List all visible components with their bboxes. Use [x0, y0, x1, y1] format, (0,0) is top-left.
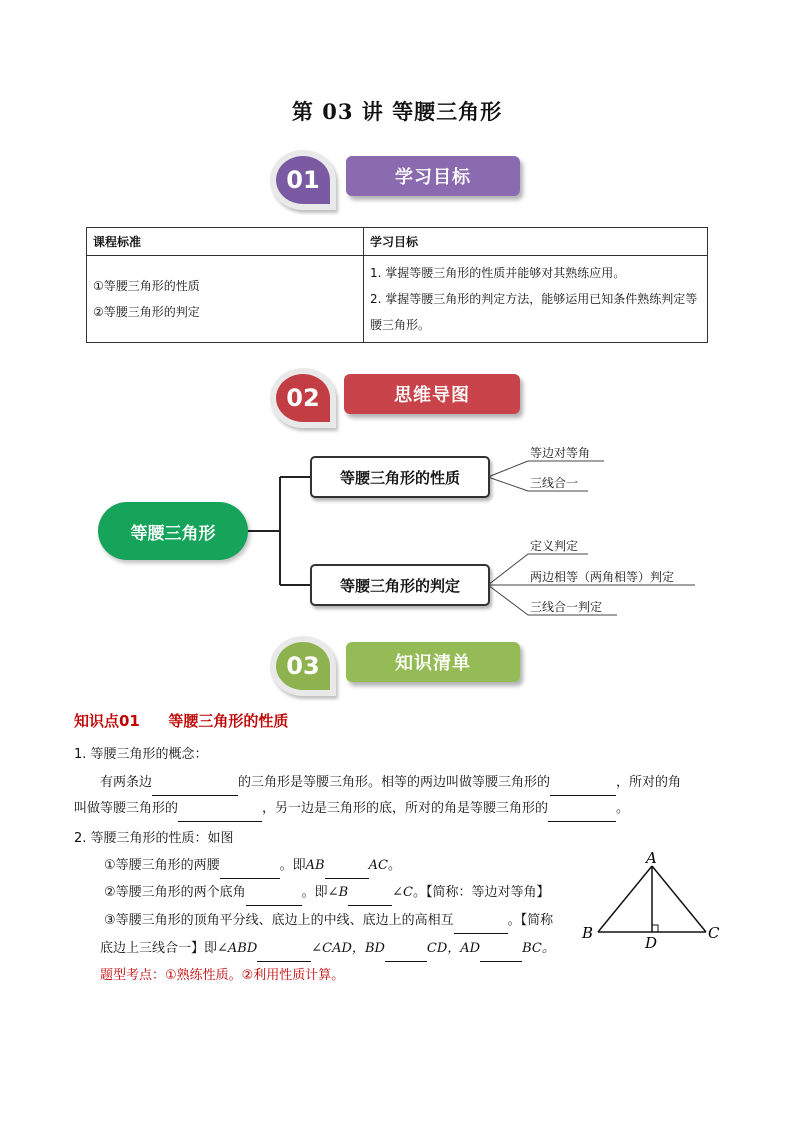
- property-text: 。即: [301, 885, 328, 900]
- property-item-3: [104, 908, 553, 934]
- property-text: 。【简称：等边对等角】: [412, 885, 550, 900]
- answer-blank[interactable]: [348, 889, 392, 906]
- properties-label: 2. 等腰三角形的性质：如图: [74, 831, 234, 846]
- goals-header-standard: 课程标准: [87, 228, 364, 256]
- math-text: AB: [305, 858, 325, 873]
- property-text: ②等腰三角形的两个底角: [104, 885, 246, 900]
- concept-text: ，另一边是三角形的底，所对的角是等腰三角形的: [262, 801, 549, 816]
- section-01-number: 01: [276, 156, 330, 204]
- concept-paragraph: [74, 770, 734, 822]
- mindmap-leaf: 定义判定: [530, 539, 579, 553]
- knowledge-heading-title: 等腰三角形的性质: [168, 712, 289, 730]
- answer-blank[interactable]: [152, 779, 238, 796]
- concept-text: 的三角形是等腰三角形。相等的两边叫做等腰三角形的: [238, 775, 551, 790]
- answer-blank[interactable]: [246, 889, 302, 906]
- answer-blank[interactable]: [257, 945, 311, 962]
- concept-text: 叫做等腰三角形的: [74, 801, 179, 816]
- answer-blank[interactable]: [454, 917, 508, 934]
- goals-standards-cell: [87, 256, 364, 343]
- section-01-label: 学习目标: [346, 156, 520, 196]
- answer-blank[interactable]: [385, 945, 427, 962]
- answer-blank[interactable]: [220, 862, 280, 879]
- vertex-label-a: A: [646, 849, 657, 867]
- goals-header-target: 学习目标: [364, 228, 708, 256]
- vertex-label-b: B: [582, 924, 594, 942]
- mindmap-leaf: 三线合一: [530, 476, 579, 490]
- standard-item: ①等腰三角形的性质: [93, 279, 200, 293]
- standard-item: ②等腰三角形的判定: [93, 305, 200, 319]
- mindmap-leaf: 三线合一判定: [530, 600, 603, 614]
- math-text: AC: [368, 858, 388, 873]
- mindmap-leaf: 两边相等（两角相等）判定: [530, 570, 675, 584]
- property-text: 底边上三线合一】即: [100, 941, 218, 956]
- target-item: 2. 掌握等腰三角形的判定方法，能够运用已知条件熟练判定等腰三角形。: [370, 292, 698, 332]
- math-text: BD: [364, 941, 385, 956]
- mindmap-root: 等腰三角形: [98, 502, 248, 560]
- section-02-label: 思维导图: [344, 374, 520, 414]
- exam-point: 题型考点：①熟练性质。②利用性质计算。: [100, 968, 345, 983]
- answer-blank[interactable]: [480, 945, 522, 962]
- property-text: 。即: [279, 858, 306, 873]
- concept-text: 有两条边: [100, 775, 153, 790]
- mindmap-leaf: 等边对等角: [530, 446, 591, 460]
- vertex-label-c: C: [708, 924, 720, 942]
- property-item-3-cont: [100, 936, 555, 962]
- goals-table: [86, 227, 708, 343]
- page-title: 第 03 讲 等腰三角形: [291, 99, 503, 124]
- vertex-label-d: D: [645, 934, 658, 952]
- mindmap-branch-properties: 等腰三角形的性质: [310, 456, 490, 498]
- math-text: CD，: [426, 941, 461, 956]
- math-text: BC。: [522, 941, 555, 956]
- goals-targets-cell: [364, 256, 708, 343]
- property-text: ③等腰三角形的顶角平分线、底边上的中线、底边上的高相互: [104, 913, 454, 928]
- answer-blank[interactable]: [550, 779, 616, 796]
- answer-blank[interactable]: [548, 805, 616, 822]
- section-02-badge: [270, 368, 336, 428]
- math-text: ∠C: [392, 885, 413, 900]
- math-text: ∠B: [327, 885, 349, 900]
- knowledge-heading-number: 知识点01: [74, 712, 140, 730]
- mindmap-branch-criteria: 等腰三角形的判定: [310, 564, 490, 606]
- property-text: ①等腰三角形的两腰: [104, 858, 220, 873]
- concept-text: ，所对的角: [616, 775, 682, 790]
- math-text: ∠ABD: [217, 941, 258, 956]
- answer-blank[interactable]: [178, 805, 262, 822]
- concept-text: 。: [616, 801, 630, 816]
- section-03-label: 知识清单: [346, 642, 520, 682]
- answer-blank[interactable]: [325, 862, 369, 879]
- target-item: 1. 掌握等腰三角形的性质并能够对其熟练应用。: [370, 266, 626, 280]
- section-02-number: 02: [276, 374, 330, 422]
- property-text: 。【简称: [507, 913, 554, 928]
- property-item-2: [104, 880, 549, 906]
- property-item-1: [104, 853, 401, 879]
- concept-label: 1. 等腰三角形的概念：: [74, 747, 208, 762]
- section-03-number: 03: [276, 642, 330, 690]
- knowledge-heading: [74, 710, 288, 731]
- property-text: 。: [387, 858, 401, 873]
- math-text: ∠CAD，: [311, 941, 365, 956]
- math-text: AD: [460, 941, 481, 956]
- triangle-figure: [578, 848, 728, 952]
- section-03-badge: [270, 636, 336, 696]
- section-01-badge: [270, 150, 336, 210]
